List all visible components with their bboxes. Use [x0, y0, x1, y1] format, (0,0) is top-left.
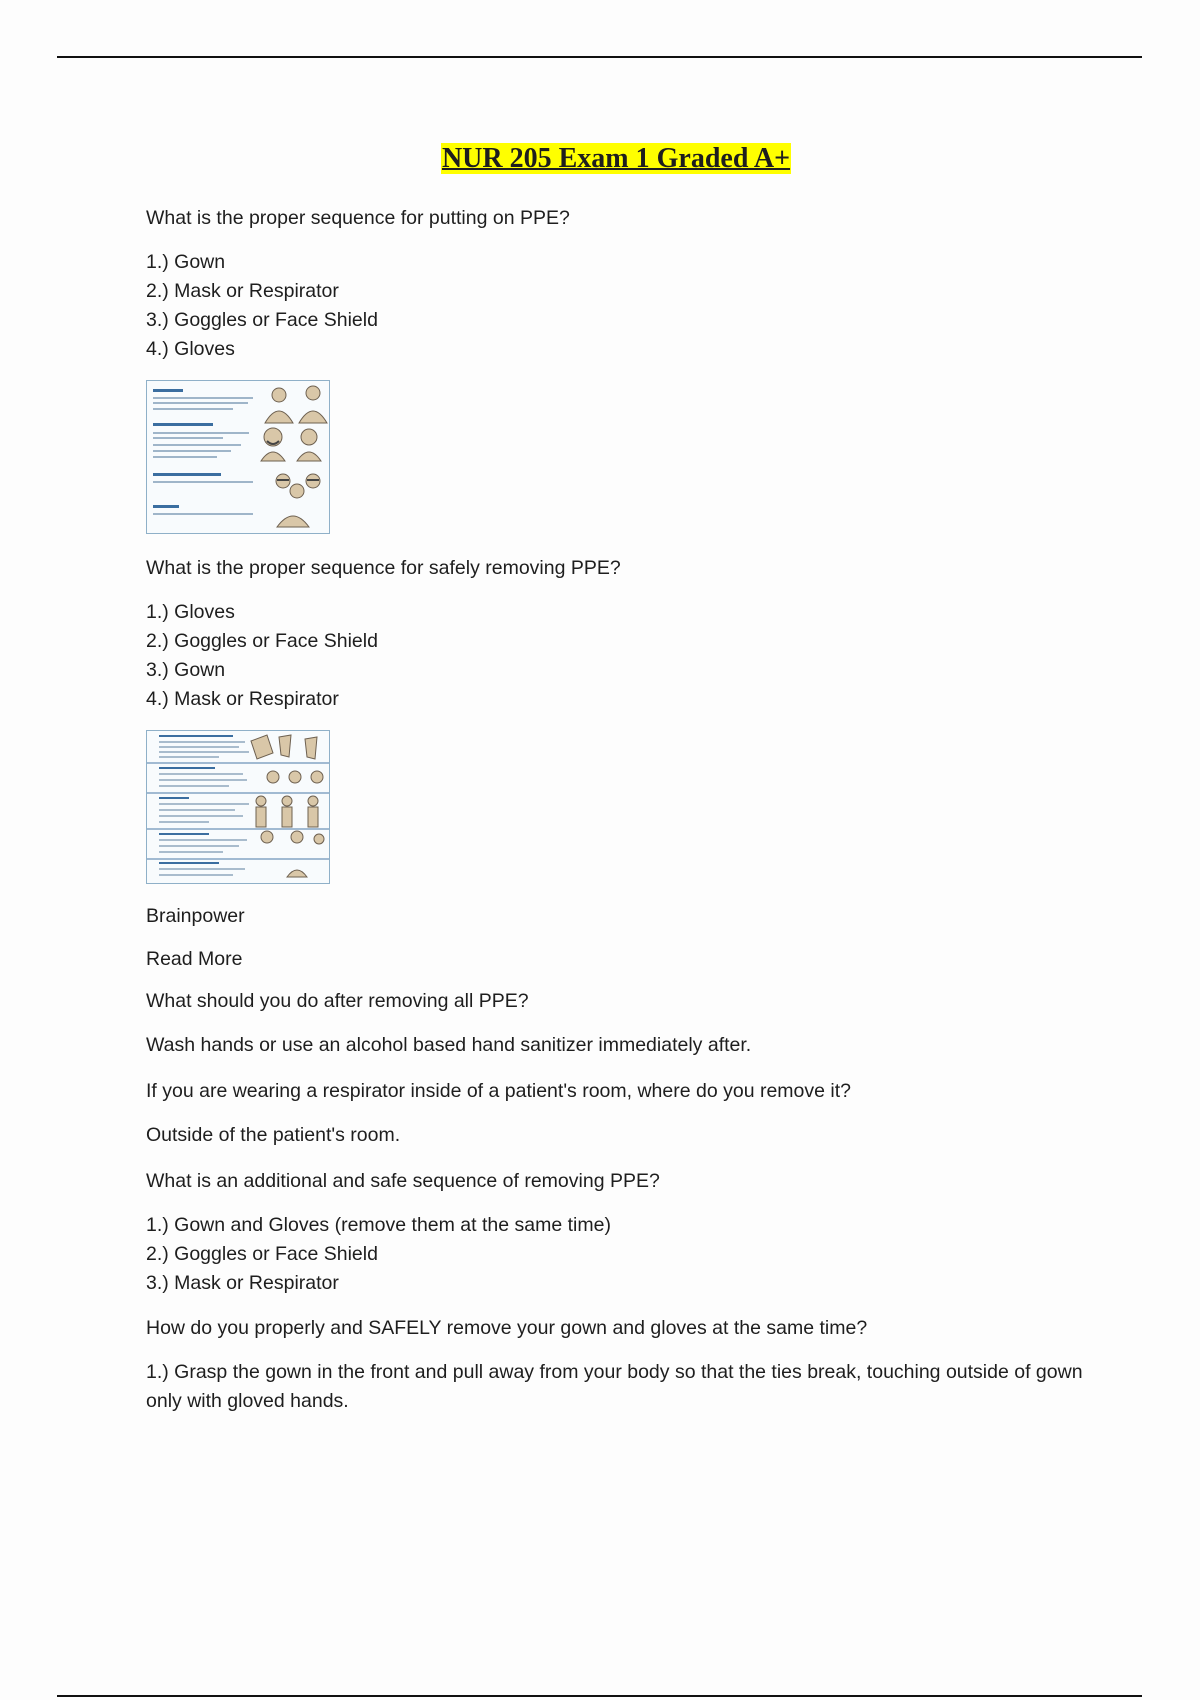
doffing-ppe-poster-image[interactable] [146, 730, 330, 884]
question-additional-sequence: What is an additional and safe sequence of removing PPE? [146, 1170, 660, 1192]
question-putting-on: What is the proper sequence for putting on PPE? [146, 207, 570, 229]
list-item: 4.) Mask or Respirator [146, 688, 339, 710]
removing-list [146, 598, 1106, 714]
list-item: 2.) Goggles or Face Shield [146, 1243, 378, 1265]
question-removing: What is the proper sequence for safely removing PPE? [146, 557, 621, 579]
top-rule [57, 56, 1142, 58]
bottom-rule [57, 1695, 1142, 1697]
answer-after-removing: Wash hands or use an alcohol based hand sanitizer immediately after. [146, 1034, 752, 1056]
list-item: 3.) Mask or Respirator [146, 1272, 339, 1294]
additional-list [146, 1211, 1106, 1298]
document-title: NUR 205 Exam 1 Graded A+ [441, 143, 791, 174]
question-after-removing: What should you do after removing all PPE? [146, 990, 529, 1012]
list-item: 3.) Goggles or Face Shield [146, 309, 378, 331]
question-gown-gloves: How do you properly and SAFELY remove your gown and gloves at the same time? [146, 1317, 868, 1339]
list-item: 2.) Goggles or Face Shield [146, 630, 378, 652]
list-item: 3.) Gown [146, 659, 226, 681]
donning-ppe-poster-image[interactable] [146, 380, 330, 534]
answer-respirator: Outside of the patient's room. [146, 1124, 401, 1146]
list-item: 1.) Gloves [146, 601, 235, 623]
list-item: 1.) Gown and Gloves (remove them at the same time) [146, 1214, 611, 1236]
list-item: 2.) Mask or Respirator [146, 280, 339, 302]
read-more-link[interactable]: Read More [146, 948, 243, 970]
list-item: 1.) Gown [146, 251, 226, 273]
brainpower-label: Brainpower [146, 905, 245, 927]
question-respirator: If you are wearing a respirator inside of a patient's room, where do you remove it? [146, 1080, 851, 1102]
putting-on-list [146, 248, 1106, 364]
answer-gown-gloves: 1.) Grasp the gown in the front and pull away from your body so that the ties break, touching outside of gown only with gloved hands. [146, 1361, 1083, 1412]
list-item: 4.) Gloves [146, 338, 235, 360]
document-body [146, 204, 1106, 1416]
